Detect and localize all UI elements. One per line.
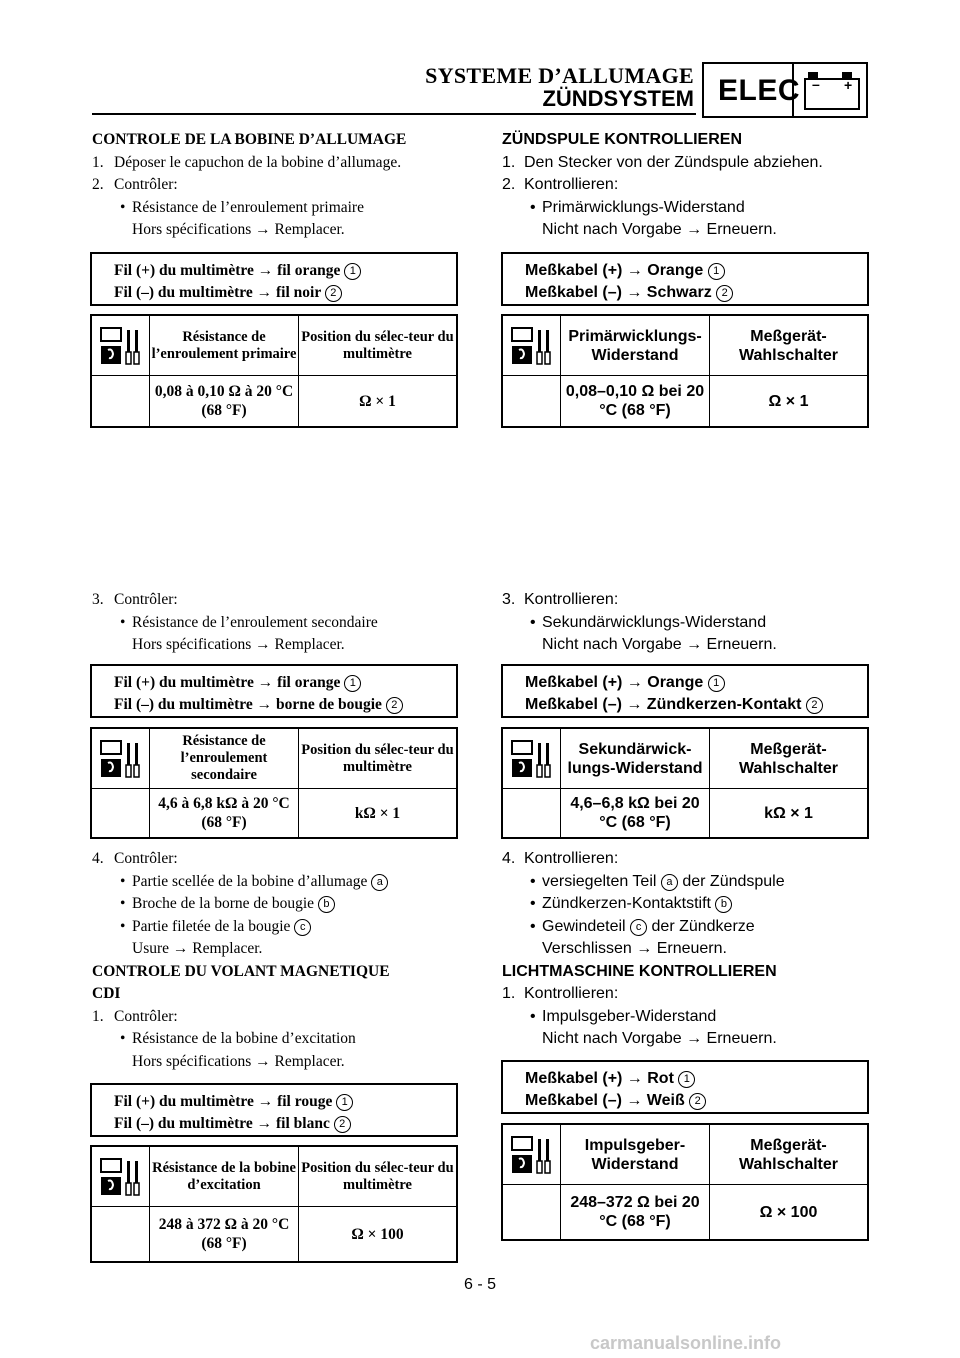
de-section-visual-check <box>502 848 870 1051</box>
instruction: Hors spécifications → Remplacer. <box>132 1052 345 1070</box>
section-title: CDI <box>92 985 121 1002</box>
wire-line: Fil (+) du multimètre → fil orange 1 <box>114 260 361 283</box>
section-title: CONTROLE DE LA BOBINE D’ALLUMAGE <box>92 131 407 148</box>
bullet-item: • Résistance de l’enroulement secondaire <box>120 613 378 631</box>
marker-1: 1 <box>336 1094 353 1111</box>
value-cell: Ω × 1 <box>359 392 396 410</box>
elec-label: ELEC <box>718 74 801 107</box>
marker-c: c <box>294 919 311 936</box>
marker-1: 1 <box>678 1071 695 1088</box>
instruction: Hors spécifications → Remplacer. <box>132 636 345 653</box>
bullet-item: • Partie scellée de la bobine d’allumage a <box>92 871 460 894</box>
step: 4. Kontrollieren: <box>502 850 619 867</box>
wire-box <box>501 252 869 306</box>
value-cell: 0,08–0,10 Ω bei 20 °C (68 °F) <box>565 383 705 419</box>
instruction: Hors spécifications → Remplacer. <box>132 221 345 238</box>
marker-2: 2 <box>806 697 823 714</box>
step: 2. Kontrollieren: <box>502 176 619 193</box>
wire-line: Meßkabel (–) → Zündkerzen-Kontakt 2 <box>525 694 823 717</box>
wire-line: Meßkabel (+) → Rot 1 <box>525 1068 695 1091</box>
wire-box <box>501 664 869 718</box>
multimeter-icon <box>511 1131 555 1179</box>
header-cell: Impulsgeber-Widerstand <box>584 1136 686 1173</box>
bullet-item: • Broche de la borne de bougie b <box>92 893 460 916</box>
bullet-item: • Partie filetée de la bougie c <box>92 916 460 939</box>
de-section-secondary <box>502 589 870 657</box>
wire-box <box>90 252 458 306</box>
badge-divider <box>792 64 794 116</box>
multimeter-icon <box>100 322 144 370</box>
bullet-item: • Gewindeteil c der Zündkerze <box>530 917 755 935</box>
battery-plus: + <box>844 77 853 93</box>
fr-section-secondary <box>92 589 460 657</box>
wire-box <box>501 1060 869 1114</box>
marker-c: c <box>630 919 647 936</box>
marker-1: 1 <box>344 263 361 280</box>
value-cell: Ω × 100 <box>759 1203 818 1221</box>
marker-2: 2 <box>386 697 403 714</box>
step: 1. Contrôler: <box>92 1007 178 1025</box>
instruction: Verschlissen → Erneuern. <box>542 940 727 957</box>
wire-line: Meßkabel (–) → Schwarz 2 <box>525 282 733 305</box>
step: 2. Contrôler: <box>92 176 178 193</box>
value-cell: 0,08 à 0,10 Ω à 20 °C (68 °F) <box>154 383 294 419</box>
marker-1: 1 <box>708 263 725 280</box>
wire-line: Fil (+) du multimètre → fil orange 1 <box>114 672 361 695</box>
value-cell: kΩ × 1 <box>354 804 401 822</box>
marker-2: 2 <box>716 285 733 302</box>
step: 3. Kontrollieren: <box>502 591 619 608</box>
step: 1. Déposer le capuchon de la bobine d’allumage. <box>92 153 402 171</box>
header-cell: Résistance de la bobine d’excitation <box>152 1159 296 1193</box>
de-section-ignition-coil <box>502 129 870 242</box>
marker-a: a <box>371 874 388 891</box>
spec-table <box>90 727 458 839</box>
marker-2: 2 <box>334 1116 351 1133</box>
wire-line: Fil (–) du multimètre → borne de bougie 2 <box>114 694 403 717</box>
header-rule <box>92 113 696 115</box>
spec-table <box>501 314 869 428</box>
multimeter-icon <box>100 1153 144 1201</box>
header-cell: Sekundärwick-lungs-Widerstand <box>567 740 703 777</box>
wire-line: Meßkabel (+) → Orange 1 <box>525 672 725 695</box>
marker-a: a <box>661 874 678 891</box>
wire-box <box>90 664 458 718</box>
battery-minus: – <box>812 76 820 92</box>
wire-line: Fil (–) du multimètre → fil blanc 2 <box>114 1113 351 1136</box>
header-cell: Position du sélec-teur du multimètre <box>301 741 454 775</box>
header-cell: Résistance de l’enroulement primaire <box>151 328 297 362</box>
value-cell: 248 à 372 Ω à 20 °C (68 °F) <box>158 1216 290 1252</box>
elec-badge <box>702 62 868 118</box>
header-cell: Meßgerät-Wahlschalter <box>739 327 838 364</box>
page-number: 6 - 5 <box>463 1276 496 1293</box>
step: 4. Contrôler: <box>92 850 178 867</box>
header-cell: Position du sélec-teur du multimètre <box>301 328 454 362</box>
instruction: Nicht nach Vorgabe → Erneuern. <box>542 636 777 653</box>
marker-2: 2 <box>325 285 342 302</box>
marker-1: 1 <box>708 675 725 692</box>
bullet-item: • Impulsgeber-Widerstand <box>530 1007 717 1025</box>
multimeter-icon <box>511 322 555 370</box>
bullet-item: • versiegelten Teil a der Zündspule <box>530 872 785 890</box>
wire-line: Meßkabel (–) → Weiß 2 <box>525 1090 706 1113</box>
header-cell: Meßgerät-Wahlschalter <box>739 740 838 777</box>
wire-box <box>90 1083 458 1137</box>
spec-table <box>501 1123 869 1241</box>
multimeter-icon <box>511 735 555 783</box>
section-title: ZÜNDSPULE KONTROLLIEREN <box>502 131 742 148</box>
header-title-de: ZÜNDSYSTEM <box>542 86 694 111</box>
header-cell: Meßgerät-Wahlschalter <box>739 1136 838 1173</box>
marker-1: 1 <box>344 675 361 692</box>
instruction: Nicht nach Vorgabe → Erneuern. <box>542 1030 777 1047</box>
bullet-item: • Primärwicklungs-Widerstand <box>530 198 745 216</box>
header-cell: Résistance de l’enroulement secondaire <box>180 733 268 783</box>
bullet-item: • Zündkerzen-Kontaktstift b <box>502 893 870 916</box>
spec-table <box>501 727 869 839</box>
marker-2: 2 <box>689 1093 706 1110</box>
wire-line: Fil (–) du multimètre → fil noir 2 <box>114 282 342 305</box>
value-cell: Ω × 1 <box>768 392 809 410</box>
value-cell: 4,6–6,8 kΩ bei 20 °C (68 °F) <box>570 795 700 831</box>
value-cell: kΩ × 1 <box>764 804 813 822</box>
bullet-item: • Résistance de la bobine d’excitation <box>120 1030 356 1047</box>
footer-watermark: carmanualsonline.info <box>590 1333 782 1353</box>
step: 1. Den Stecker von der Zündspule abziehen. <box>502 153 823 171</box>
value-cell: 248–372 Ω bei 20 °C (68 °F) <box>570 1194 700 1230</box>
step: 3. Contrôler: <box>92 591 178 608</box>
section-title: CONTROLE DU VOLANT MAGNETIQUE <box>92 962 390 980</box>
step: 1. Kontrollieren: <box>502 985 619 1002</box>
header-title-fr: SYSTEME D’ALLUMAGE <box>425 63 694 88</box>
fr-section-ignition-coil <box>92 129 460 242</box>
header-cell: Primärwicklungs-Widerstand <box>568 327 702 364</box>
spec-table <box>90 1145 458 1263</box>
value-cell: Ω × 100 <box>351 1225 404 1243</box>
header-cell: Position du sélec-teur du multimètre <box>301 1159 454 1193</box>
spec-table <box>90 314 458 428</box>
wire-line: Meßkabel (+) → Orange 1 <box>525 260 725 283</box>
section-title: LICHTMASCHINE KONTROLLIEREN <box>502 962 777 980</box>
instruction: Usure → Remplacer. <box>132 940 263 957</box>
marker-b: b <box>715 896 732 913</box>
bullet-item: • Sekundärwicklungs-Widerstand <box>530 613 767 631</box>
bullet-item: • Résistance de l’enroulement primaire <box>120 198 364 216</box>
multimeter-icon <box>100 735 144 783</box>
marker-b: b <box>318 896 335 913</box>
instruction: Nicht nach Vorgabe → Erneuern. <box>542 221 777 238</box>
value-cell: 4,6 à 6,8 kΩ à 20 °C (68 °F) <box>158 795 290 831</box>
fr-section-visual-check <box>92 848 460 1073</box>
wire-line: Fil (+) du multimètre → fil rouge 1 <box>114 1091 353 1114</box>
